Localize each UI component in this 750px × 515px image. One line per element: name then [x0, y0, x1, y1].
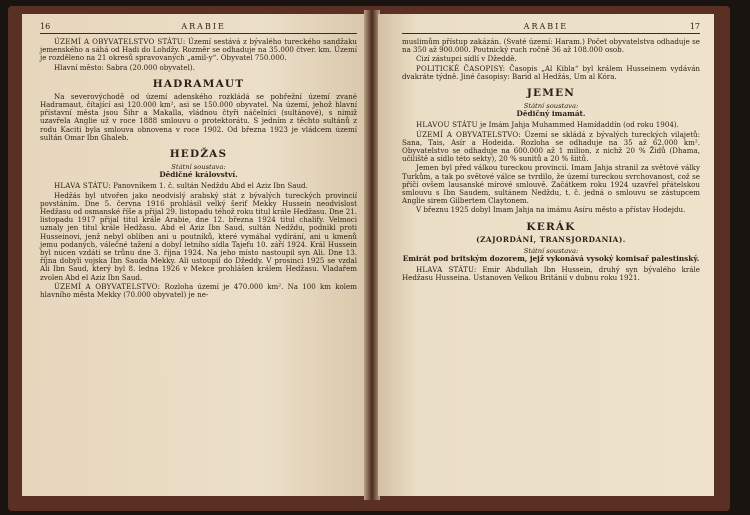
paragraph-text: Hlavní město: Sabra (20.000 obyvatel). [54, 62, 195, 72]
paragraph-text: Rozloha území je 470.000 km². Na 100 km kolem hlavního města Mekky (70.000 obyvatel) je ne- [40, 281, 357, 300]
right-page [378, 14, 714, 496]
jemen-paragraph [402, 206, 700, 214]
left-running-title: ARABIE [181, 22, 226, 31]
kerak-subtitle: (ZAJORDÁNÍ, TRANSJORDANIA). [476, 234, 626, 244]
paragraph-label: POLITICKÉ ČASOPISY: [416, 63, 506, 73]
jemen-paragraph [402, 131, 700, 164]
paragraph-text: Území se skládá z bývalých tureckých vilajetů: Sana, Tais, Asír a Hodeida. Rozloha se odhaduje na 35 až 62.000 km². Obyvatelstvo se odhaduje na 600.000 až 1 milion, z nichž 20 % Židů (Dhama, učiliště a sídlo této sekty), 20 % sunitů a 20 % šiitů. [402, 129, 701, 164]
paragraph-text: V březnu 1925 dobyl Imam Jahja na imámu Asíru město a přístav Hodejdu. [416, 205, 686, 215]
paragraph-label: HLAVA STÁTU: [54, 181, 111, 191]
paragraph-label: ÚZEMÍ A OBYVATELSTVO STÁTU: [54, 37, 186, 46]
jemen-paragraph [402, 164, 700, 205]
right-paragraph [402, 55, 700, 63]
paragraph-text: Emir Abdullah Ibn Hussein, druhý syn bývalého krále Hedžasu Husseina. Ustanoven Velkou Británií v dubnu roku 1921. [402, 265, 700, 283]
left-page [22, 14, 369, 496]
paragraph-text: Cizí zástupci sídlí v Džeddě. [416, 54, 517, 64]
hedzas-system-label: Státní soustava: [171, 163, 226, 172]
paragraph-text: muslimům přístup zakázán. (Svaté území: Haram.) Počet obyvatelstva odhaduje se na 350 až 900.000. Poutnický ruch ročně 36 až 108.000 osob. [402, 37, 700, 55]
jemen-system-label: Státní soustava: [523, 102, 579, 111]
left-paragraph [40, 64, 357, 72]
hedzas-paragraph [40, 192, 357, 282]
section-title-hedzas: HEDŽAS [169, 148, 228, 161]
right-running-title: ARABIE [523, 22, 569, 31]
paragraph-text: Jemen byl před válkou tureckou provincií. Imam Jahja stranil za světové války Turkům, a tak po světové válce se tvrdilo, že území tureckou svrchovanost, což se příčí ovšem lausanské mírové smlouvě. Začátkem roku 1924 uzavřel přátelskou smlouvu s Ibn Saudem, sultánem Nedždu, t. č. jedná o smlouvu se zástupcem Anglie sirem Gilbertem Claytonem. [402, 163, 700, 206]
paragraph-label: ÚZEMÍ A OBYVATELSTVO: [54, 281, 161, 291]
right-page-number: 17 [689, 22, 700, 31]
paragraph-text: Panovníkem 1. č. sultán Nedždu Abd el Aziz Ibn Saud. [110, 181, 308, 191]
section-title-kerak: KERÁK [526, 220, 576, 233]
hedzas-paragraph [40, 182, 357, 190]
left-paragraph [40, 38, 357, 63]
jemen-system-value: Dědičný imamát. [516, 109, 586, 119]
kerak-system-value: Emirát pod britským dozorem, jejž vykonává vysoký komisař palestinský. [402, 254, 700, 264]
paragraph-label: HLAVA STÁTU: [416, 265, 477, 275]
section-title-jemen: JEMEN [526, 87, 576, 100]
hedzas-paragraph [40, 283, 357, 299]
left-page-header [40, 22, 357, 34]
kerak-paragraph [402, 266, 700, 282]
right-paragraph [402, 65, 700, 81]
kerak-system-label: Státní soustava: [523, 246, 579, 255]
paragraph-label: ÚZEMÍ A OBYVATELSTVO: [416, 129, 521, 139]
left-page-number: 16 [40, 22, 51, 31]
paragraph-text: Území sestává z bývalého tureckého sandžaku jemenského a sáhá od Hadi do Lohdžy. Rozměr se odhaduje na 35.000 čtver. km. Území je rozděleno na 21 okresů spravovaných „amil-y“. Obyvatel 750.000. [40, 37, 357, 63]
right-paragraph [402, 38, 700, 54]
hedzas-system-value: Dědičné království. [159, 170, 238, 180]
paragraph-text: je Imám Jahja Muhammed Hamídaddín (od roku 1904). [477, 120, 679, 130]
paragraph-text: Hedžás byl utvořen jako neodvislý arabský stát z bývalých tureckých provincií povstáním. Dne 5. června 1916 prohlásil velký šerif Mekky Hussein neodvislost Hedžasu od osmanské říše a přijal 29. listopadu téhož roku titul krále Hedžasu. Dne 21. listopadu 1917 přijal titul krále Arabie, dne 12. března 1924 titul chalify. Velmoci uznaly jen titul krále Hedžasu. Abd el Aziz Ibn Saud, sultán Nedždu, podnikl proti Husseinovi, jenž nebyl oblíben ani u poutníků, které vymáhal vydírání, ani u kmenů jemu podaných, válečné tažení a dobyl letního sídla Tajefu 10. září 1924. Král Hussein byl nucen vzdáti se trůnu dne 3. října 1924. Na jeho místo nastoupil syn Ali. Dne 13. října dobyli vojska Ibn Sauda Mekky. Ali ustoupil do Džeddy. V prosinci 1925 se vzdal Ali Ibn Saud, který byl 8. ledna 1926 v Mekce prohlášen králem Hedžasu. Vladařem zvolen Abd el Aziz Ibn Saud. [40, 190, 357, 282]
paragraph-label: HLAVOU STÁTU [416, 120, 478, 130]
paragraph-text: Časopis „Al Kibla“ byl králem Husseinem vydáván dvakráte týdně. Jiné časopisy: Barid al Hedžás, Um al Kóra. [402, 63, 701, 81]
right-page-header [402, 22, 700, 34]
jemen-paragraph [402, 121, 700, 129]
hadramaut-paragraph: Na severovýchodě od území adenského rozkládá se pobřežní území zvané Hadramaut, čítající asi 120.000 km², asi se 150.000 obyvatel. Na území, jehož hlavní přístavní města jsou Šihr a Makalla, vládnou čtyři náčelníci (sultánové), s nimiž uzavřela Anglie už v roce 1888 smlouvu o protektorátu. S jedním z těchto sultánů z rodu Kaciti byla smlouva obnovena v roce 1902. Od března 1923 je vládcem území sultán Omar Ibn Ghaleb. [40, 91, 357, 142]
section-title-hadramaut: HADRAMAUT [152, 77, 245, 90]
